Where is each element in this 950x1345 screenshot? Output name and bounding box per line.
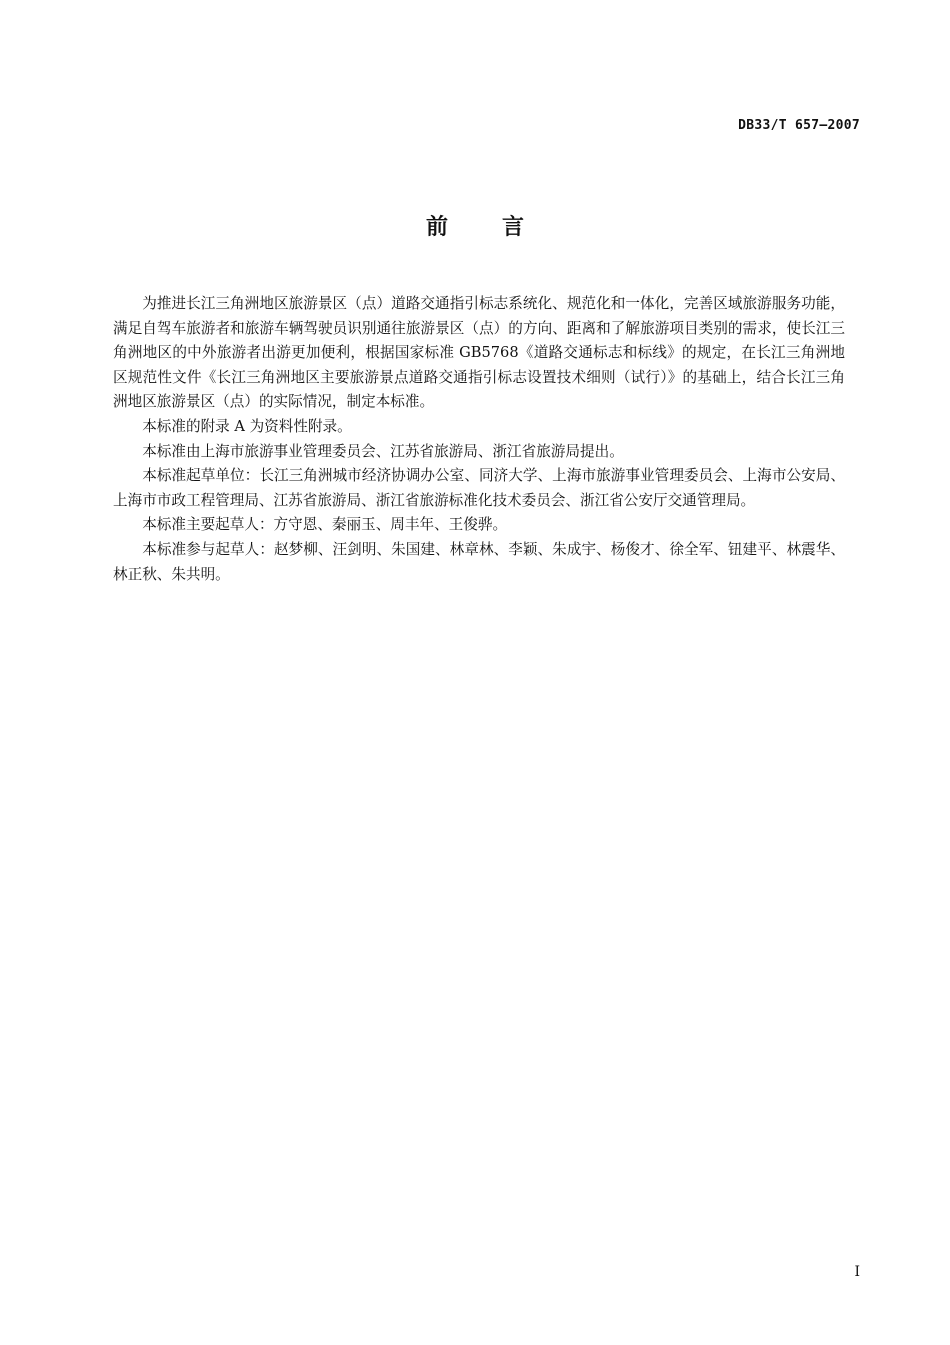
paragraph-participating-drafters: 本标准参与起草人：赵梦柳、汪剑明、朱国建、林章林、李颖、朱成宇、杨俊才、徐全军、钮建平、林震华、林正秋、朱共明。 [113, 540, 845, 583]
paragraph-purpose: 为推进长江三角洲地区旅游景区（点）道路交通指引标志系统化、规范化和一体化，完善区域旅游服务功能，满足自驾车旅游者和旅游车辆驾驶员识别通往旅游景区（点）的方向、距离和了解旅游项目类别的需求，使长江三角洲地区的中外旅游者出游更加便利，根据国家标准 GB5768《道路交通标志和标线》的规定，在长江三角洲地区规范性文件《长江三角洲地区主要旅游景点道路交通指引标志设置技术细则（试行）》的基础上，结合长江三角洲地区旅游景区（点）的实际情况，制定本标准。 [113, 295, 845, 411]
paragraph-proposer: 本标准由上海市旅游事业管理委员会、江苏省旅游局、浙江省旅游局提出。 [142, 442, 624, 460]
document-code: DB33/T 657—2007 [738, 118, 860, 133]
foreword-body [113, 292, 845, 587]
paragraph-drafting-units: 本标准起草单位：长江三角洲城市经济协调办公室、同济大学、上海市旅游事业管理委员会、上海市公安局、上海市市政工程管理局、江苏省旅游局、浙江省旅游标准化技术委员会、浙江省公安厅交通管理局。 [113, 467, 845, 509]
page-number: I [854, 1264, 860, 1280]
paragraph-appendix: 本标准的附录 A 为资料性附录。 [142, 417, 352, 435]
page-title: 前言 [425, 215, 578, 240]
paragraph-main-drafters: 本标准主要起草人：方守恩、秦丽玉、周丰年、王俊骅。 [142, 516, 508, 534]
